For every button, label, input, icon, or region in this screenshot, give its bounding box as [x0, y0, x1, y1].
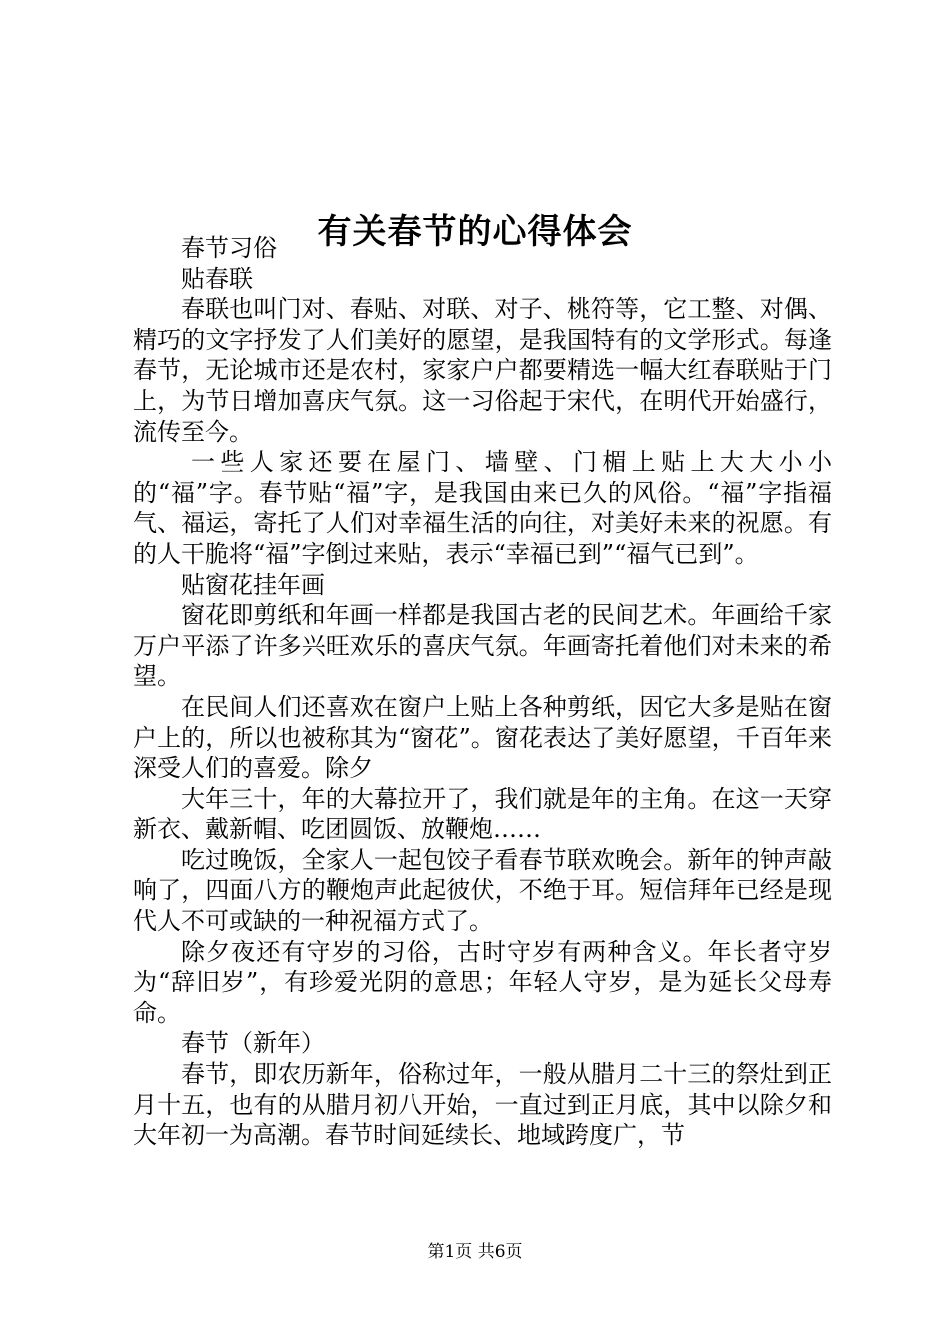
paragraph-new-years-eve: 大年三十，年的大幕拉开了，我们就是年的主角。在这一天穿新衣、戴新帽、吃团圆饭、放鞭炮……	[133, 784, 832, 844]
paragraph-fu-character: 一些人家还要在屋门、墙壁、门楣上贴上大大小小的“福”字。春节贴“福”字，是我国由来已久的风俗。“福”字指福气、福运，寄托了人们对幸福生活的向往，对美好未来的祝愿。有的人干脆将“福”字倒过来贴，表示“幸福已到”“福气已到”。	[133, 448, 832, 568]
paragraph-window-art: 窗花即剪纸和年画一样都是我国古老的民间艺术。年画给千家万户平添了许多兴旺欢乐的喜庆气氛。年画寄托着他们对未来的希望。	[133, 601, 832, 691]
page-title: 有关春节的心得体会	[317, 211, 633, 252]
paragraph-window-heading: 贴窗花挂年画	[181, 570, 325, 599]
paragraph-dinner: 吃过晚饭，全家人一起包饺子看春节联欢晚会。新年的钟声敲响了，四面八方的鞭炮声此起彼伏，不绝于耳。短信拜年已经是现代人不可或缺的一种祝福方式了。	[133, 845, 832, 936]
document-body	[133, 233, 832, 1151]
paragraph-new-year-heading: 春节（新年）	[181, 1029, 325, 1058]
paragraph-window-flowers: 在民间人们还喜欢在窗户上贴上各种剪纸，因它大多是贴在窗户上的，所以也被称其为“窗花”。窗花表达了美好愿望，千百年来深受人们的喜爱。除夕	[133, 692, 832, 783]
paragraph-staying-up: 除夕夜还有守岁的习俗，古时守岁有两种含义。年长者守岁为“辞旧岁”，有珍爱光阴的意思；年轻人守岁，是为延长父母寿命。	[133, 937, 832, 1027]
paragraph-couplets: 春联也叫门对、春贴、对联、对子、桃符等，它工整、对偶、精巧的文字抒发了人们美好的愿望，是我国特有的文学形式。每逢春节，无论城市还是农村，家家户户都要精选一幅大红春联贴于门上，为节日增加喜庆气氛。这一习俗起于宋代，在明代开始盛行，流传至今。	[133, 295, 832, 446]
page-footer: 第1页 共6页	[427, 1242, 523, 1262]
paragraph-spring-festival: 春节，即农历新年，俗称过年，一般从腊月二十三的祭灶到正月十五，也有的从腊月初八开始，一直过到正月底，其中以除夕和大年初一为高潮。春节时间延续长、地域跨度广，节	[133, 1060, 832, 1150]
paragraph-couplets-heading: 贴春联	[181, 264, 253, 293]
paragraph-customs-heading: 春节习俗	[181, 234, 277, 262]
